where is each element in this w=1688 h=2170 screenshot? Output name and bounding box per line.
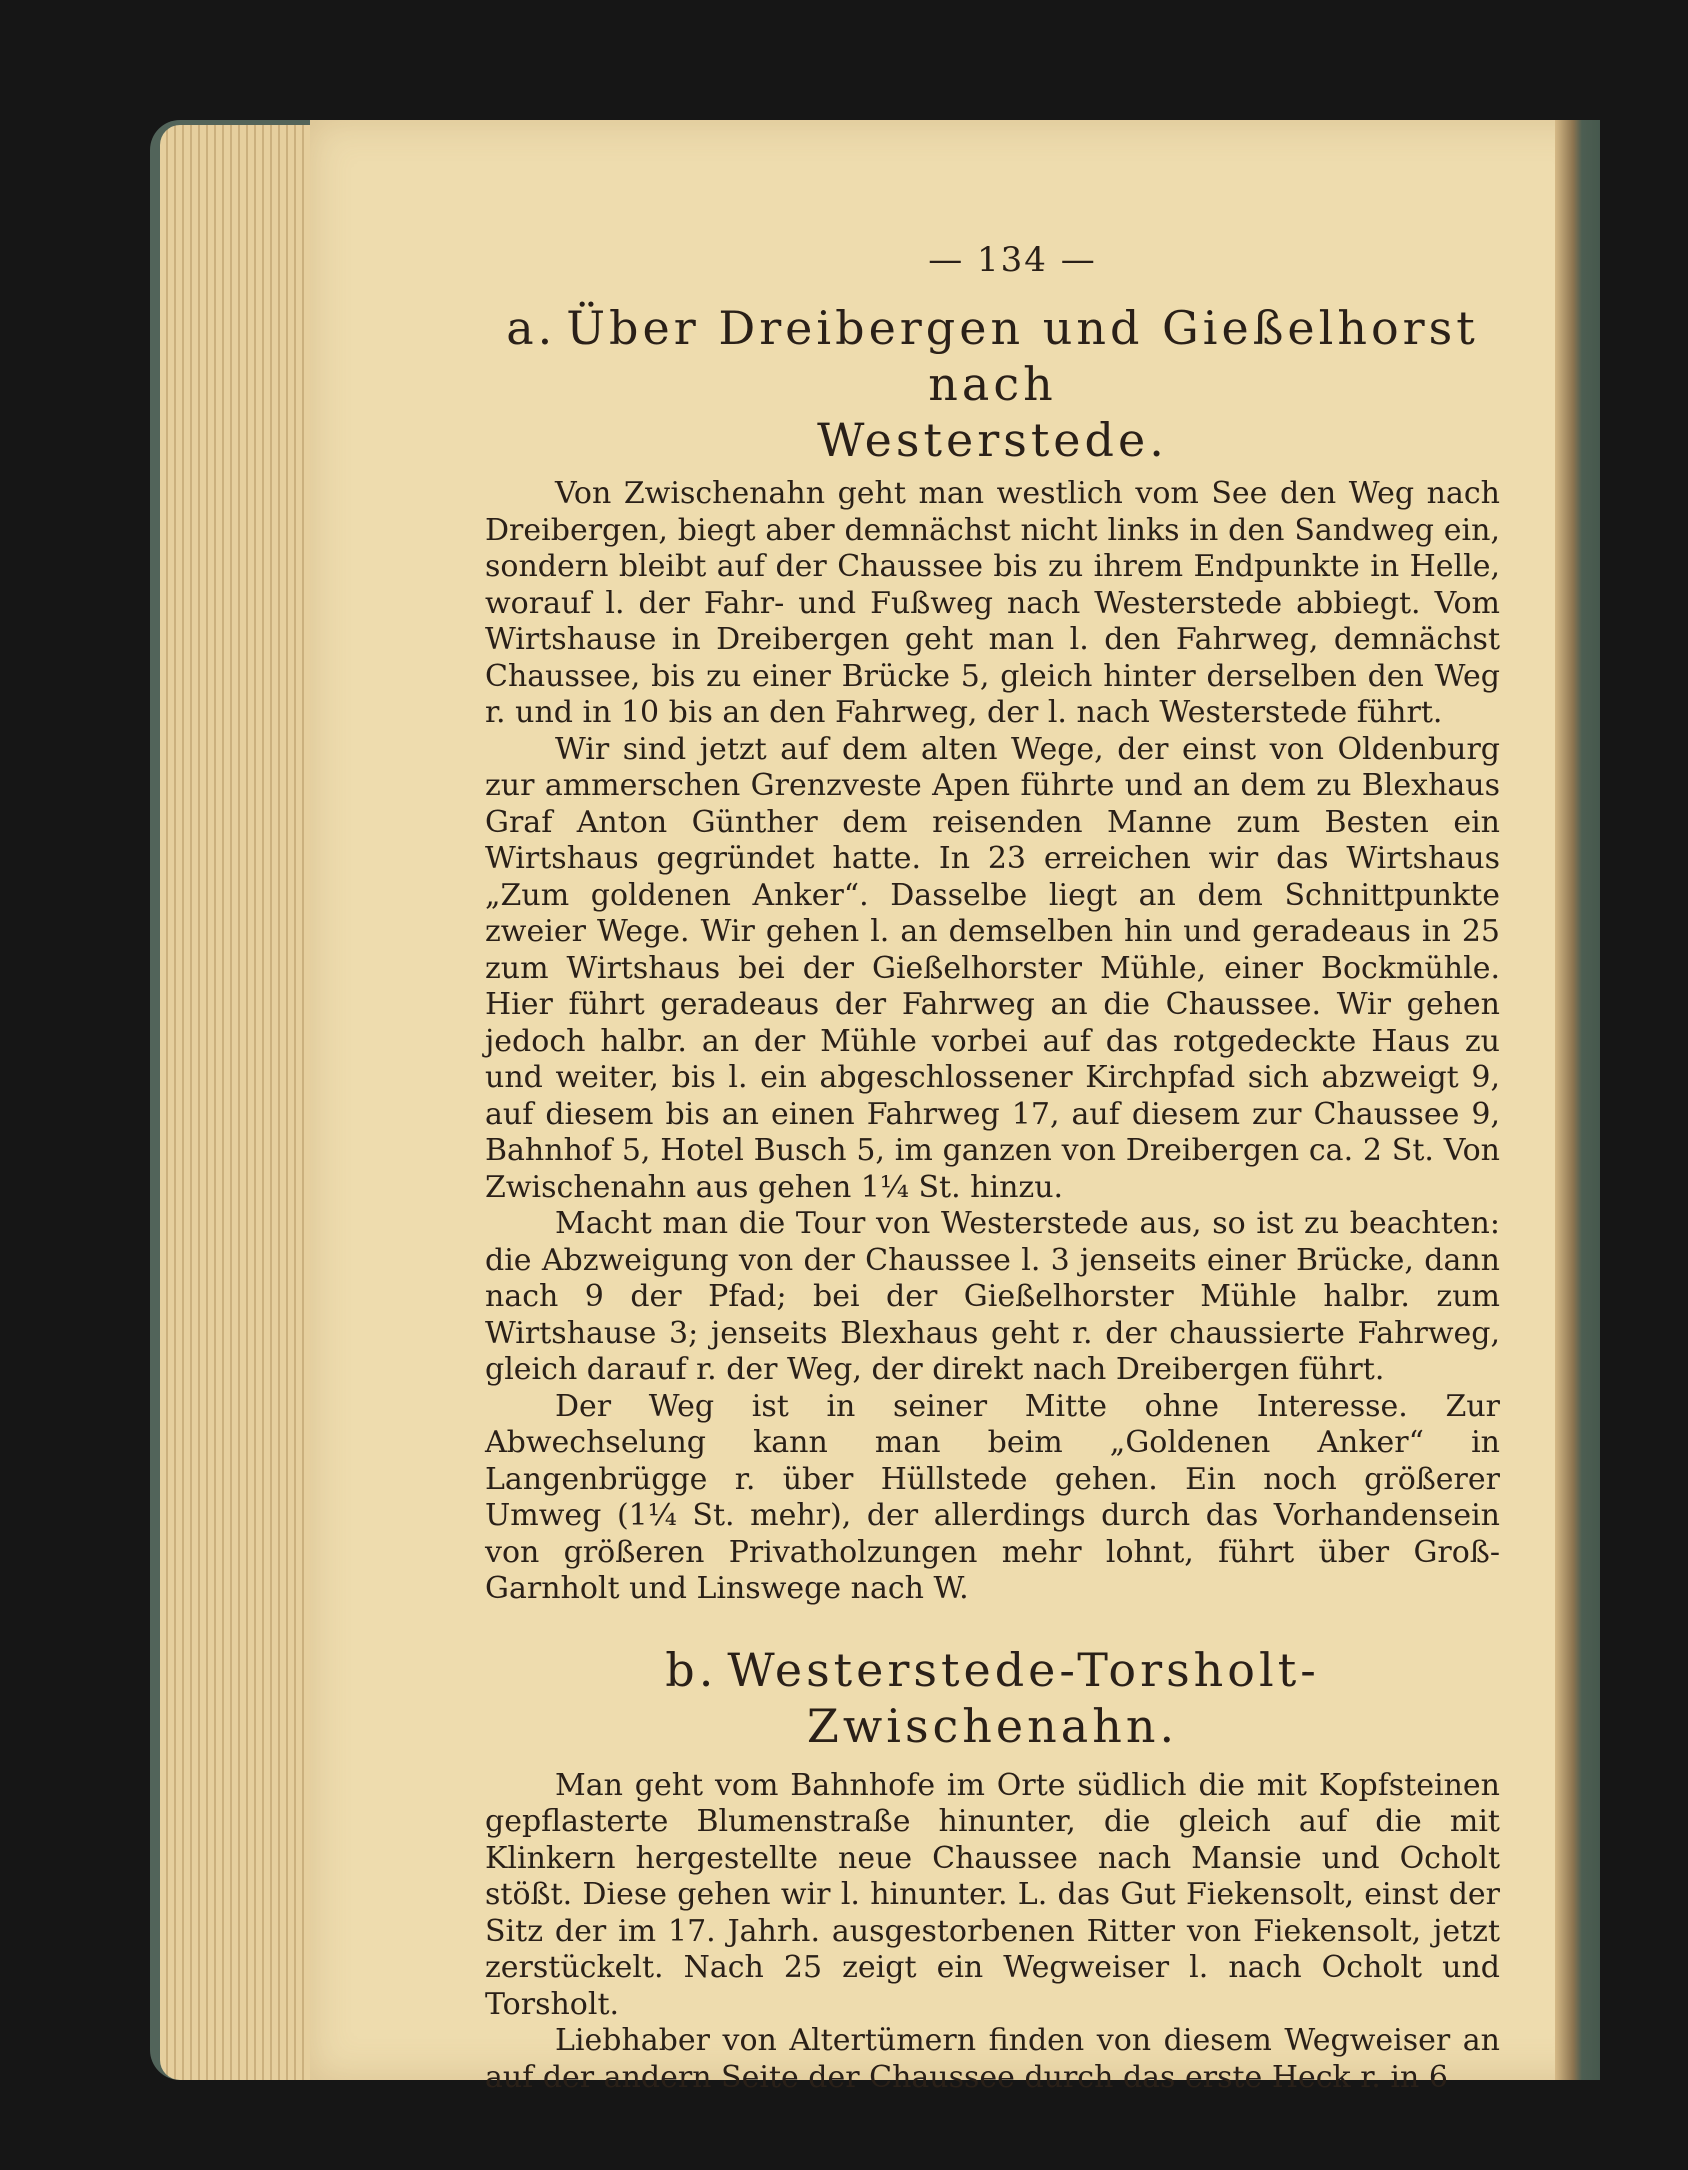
section-a-paragraph-3: Macht man die Tour von Westerstede aus, so ist zu beachten: die Abzweigung von der Chaussee l. 3 jenseits einer Brücke, dann nach 9 der Pfad; bei der Gießelhorster Mühle halbr. zum Wirtshause 3; jenseits Blexhaus geht r. der chaussierte Fahrweg, gleich darauf r. der Weg, der direkt nach Dreibergen führt.: [485, 1206, 1500, 1387]
section-b-paragraph-2: Liebhaber von Altertümern finden von diesem Wegweiser an auf der andern Seite der Chaussee durch das erste Heck r. in 6: [485, 2023, 1500, 2095]
section-b-heading: [485, 1642, 1500, 1754]
section-b-label: b.: [665, 1642, 718, 1697]
section-a-label: a.: [506, 301, 557, 355]
section-a-paragraph-1: Von Zwischenahn geht man westlich vom See den Weg nach Dreibergen, biegt aber demnächst nicht links in den Sandweg ein, sondern bleibt auf der Chaussee bis zu ihrem Endpunkte in Helle, worauf l. der Fahr- und Fußweg nach Westerstede abbiegt. Vom Wirtshause in Dreibergen geht man l. den Fahrweg, demnächst Chaussee, bis zu einer Brücke 5, gleich hinter derselben den Weg r. und in 10 bis an den Fahrweg, der l. nach Westerstede führt.: [485, 476, 1500, 730]
section-b-title: Westerstede-Torsholt-Zwischenahn.: [727, 1642, 1320, 1753]
book-page: [310, 120, 1600, 2095]
section-a-paragraph-4: Der Weg ist in seiner Mitte ohne Interesse. Zur Abwechselung kann man beim „Goldenen Anker“ in Langenbrügge r. über Hüllstede gehen. Ein noch größerer Umweg (1¼ St. mehr), der allerdings durch das Vorhandensein von größeren Privatholzungen mehr lohnt, führt über Groß-Garnholt und Linswege nach W.: [485, 1388, 1500, 1606]
page-edges: [160, 125, 310, 2080]
section-a-paragraph-2: Wir sind jetzt auf dem alten Wege, der einst von Oldenburg zur ammerschen Grenzveste Apen führte und an dem zu Blexhaus Graf Anton Günther dem reisenden Manne zum Besten ein Wirtshaus gegründet hatte. In 23 erreichen wir das Wirtshaus „Zum goldenen Anker“. Dasselbe liegt an dem Schnittpunkte zweier Wege. Wir gehen l. an demselben hin und geradeaus in 25 zum Wirtshaus bei der Gießelhorster Mühle, einer Bockmühle. Hier führt geradeaus der Fahrweg an die Chaussee. Wir gehen jedoch halbr. an der Mühle vorbei auf das rotgedeckte Haus zu und weiter, bis l. ein abgeschlossener Kirchpfad sich abzweigt 9, auf diesem bis an einen Fahrweg 17, auf diesem zur Chaussee 9, Bahnhof 5, Hotel Busch 5, im ganzen von Dreibergen ca. 2 St. Von Zwischenahn aus gehen 1¼ St. hinzu.: [485, 731, 1500, 1205]
section-a-title-line2: Westerstede.: [817, 413, 1168, 467]
section-a-heading: [485, 300, 1500, 468]
section-a-title-line1: Über Dreibergen und Gießelhorst nach: [566, 301, 1479, 411]
section-b-paragraph-1: Man geht vom Bahnhofe im Orte südlich die mit Kopfsteinen gepflasterte Blumenstraße hinunter, die gleich auf die mit Klinkern hergestellte neue Chaussee nach Mansie und Ocholt stößt. Diese gehen wir l. hinunter. L. das Gut Fiekensolt, einst der Sitz der im 17. Jahrh. ausgestorbenen Ritter von Fiekensolt, jetzt zerstückelt. Nach 25 zeigt ein Wegweiser l. nach Ocholt und Torsholt.: [485, 1767, 1500, 2022]
page-gutter-edge: [1555, 120, 1600, 2080]
page-number: — 134 —: [928, 240, 1097, 280]
page-content: [485, 240, 1500, 2096]
